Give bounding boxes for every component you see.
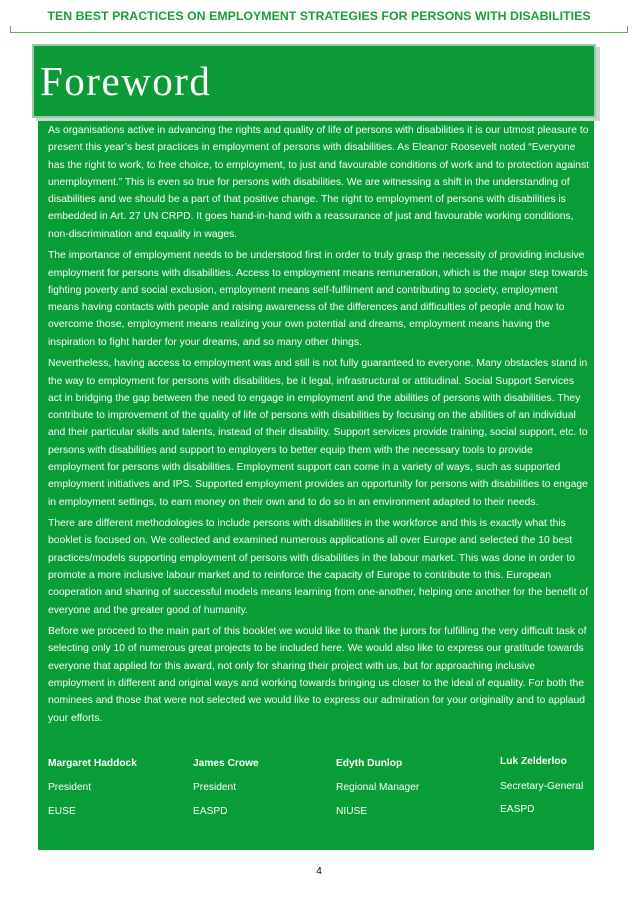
paragraph: Nevertheless, having access to employment was and still is not fully guaranteed to everyone. Many obstacles stand in the way to employment for persons with disabilities, be it legal, infrastructural or attitudinal. Social Support Services act in bridging the gap between the need to engage in employment and the abilities of persons with disabilities. They contribute to improvement of the quality of life of persons with disabilities by focusing on the abilities of an individual and their particular skills and talents, instead of their disability. Support services provide training, social support, etc. to persons with disabilities and support to employers to better equip them with the necessary tools to provide employment for persons with disabilities. Employment support can come in a variety of ways, such as supported employment initiatives and IPS. Supported employment provides an opportunity for persons with disabilities to engage in employment settings, to earn money on their own and to do so in an environment adapted to their needs. [48, 358, 588, 508]
signatory-org: NIUSE [336, 806, 368, 817]
signatory-name: Luk Zelderloo [500, 756, 567, 767]
paragraph: The importance of employment needs to be understood first in order to truly grasp the necessity of providing inclusive employment for persons with disabilities. Access to employment means remuneration, which is the major step towards fighting poverty and social exclusion, employment means self-fulfilment and contributing to society, employment means having contacts with people and raising awareness of the differences and difficulties of people and how to overcome those, employment means realizing your own potential and dreams, employment means having the inspiration to fight harder for your dreams, and so many other things. [48, 250, 588, 348]
paragraph: As organisations active in advancing the rights and quality of life of persons with disabilities it is our utmost pleasure to present this year’s best practices in employment of persons with disabilities. As Eleanor Roosevelt noted “Everyone has the right to work, to free choice, to employment, to just and favourable conditions of work and to protection against unemployment.” This is even so true for persons with disabilities. We are witnessing a shift in the understanding of disabilities and we should be a part of that positive change. The right to employment of persons with disabilities is embedded in Art. 27 UN CRPD. It goes hand-in-hand with a reassurance of just and favourable working conditions, non-discrimination and equality in wages. [48, 125, 590, 240]
signatory-title: Secretary-General [500, 781, 584, 792]
signatory-title: President [48, 782, 92, 793]
foreword-body [48, 122, 590, 731]
paragraph: Before we proceed to the main part of this booklet we would like to thank the jurors for fulfilling the very difficult task of selecting only 10 of numerous great projects to be included here. We would also like to express our gratitude towards everyone that applied for this award, not only for sharing their project with us, but for approaching inclusive employment in different and original ways and working towards bringing us closer to the ideal of equality. For both the nominees and those that were not selected we would like to express our admiration for your originality and to applaud your efforts. [48, 626, 587, 724]
page-number: 4 [316, 866, 322, 877]
header-rule [10, 26, 628, 33]
signatory-title: Regional Manager [336, 782, 420, 793]
signatory-name: James Crowe [193, 758, 259, 769]
running-header: TEN BEST PRACTICES ON EMPLOYMENT STRATEGIES FOR PERSONS WITH DISABILITIES [47, 9, 591, 23]
signatory-org: EUSE [48, 806, 76, 817]
paragraph: There are different methodologies to include persons with disabilities in the workforce and this is exactly what this booklet is focused on. We collected and examined numerous applications all over Europe and selected the 10 best practices/models supporting employment of persons with disabilities in the labour market. This was done in order to promote a more inclusive labour market and to reinforce the capacity of Europe to contribute to this. European cooperation and sharing of successful models means learning from one-another, helping one another for the benefit of everyone and the greater good of humanity. [48, 518, 588, 616]
signatory-name: Margaret Haddock [48, 758, 137, 769]
signatory-org: EASPD [500, 804, 535, 815]
section-title: Foreword [40, 58, 212, 104]
signatory-name: Edyth Dunlop [336, 758, 403, 769]
signatory-org: EASPD [193, 806, 228, 817]
signatory-title: President [193, 782, 237, 793]
